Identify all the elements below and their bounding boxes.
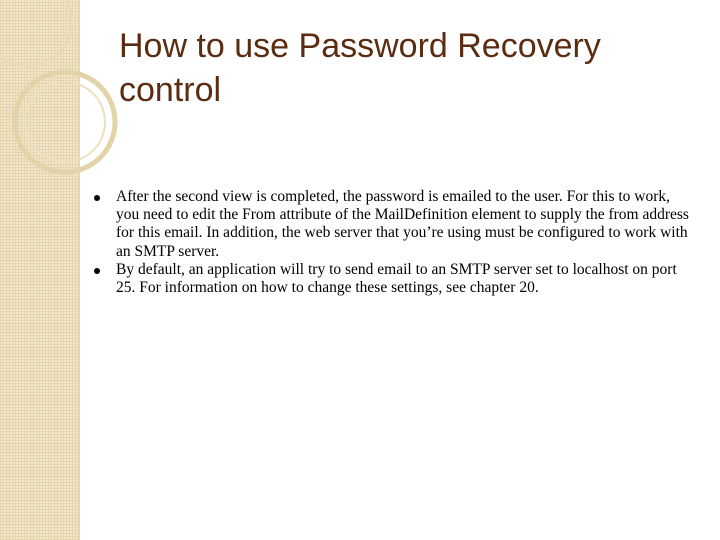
decorative-side-strip	[0, 0, 80, 540]
bullet-text: By default, an application will try to send email to an SMTP server set to localhost on port 25. For information on how to change these settings, see chapter 20.	[116, 260, 677, 297]
slide-title: How to use Password Recovery control	[119, 27, 601, 109]
bullet-dot-icon	[94, 195, 100, 201]
bullet-item	[94, 261, 694, 297]
bullet-list	[94, 188, 694, 297]
bullet-item	[94, 188, 694, 261]
bullet-text: After the second view is completed, the password is emailed to the user. For this to work, you need to edit the From attribute of the MailDefinition element to supply the from address for this email. In addition, the web server that you’re using must be configured to work with an SMTP server.	[116, 188, 689, 260]
bullet-dot-icon	[94, 268, 100, 274]
